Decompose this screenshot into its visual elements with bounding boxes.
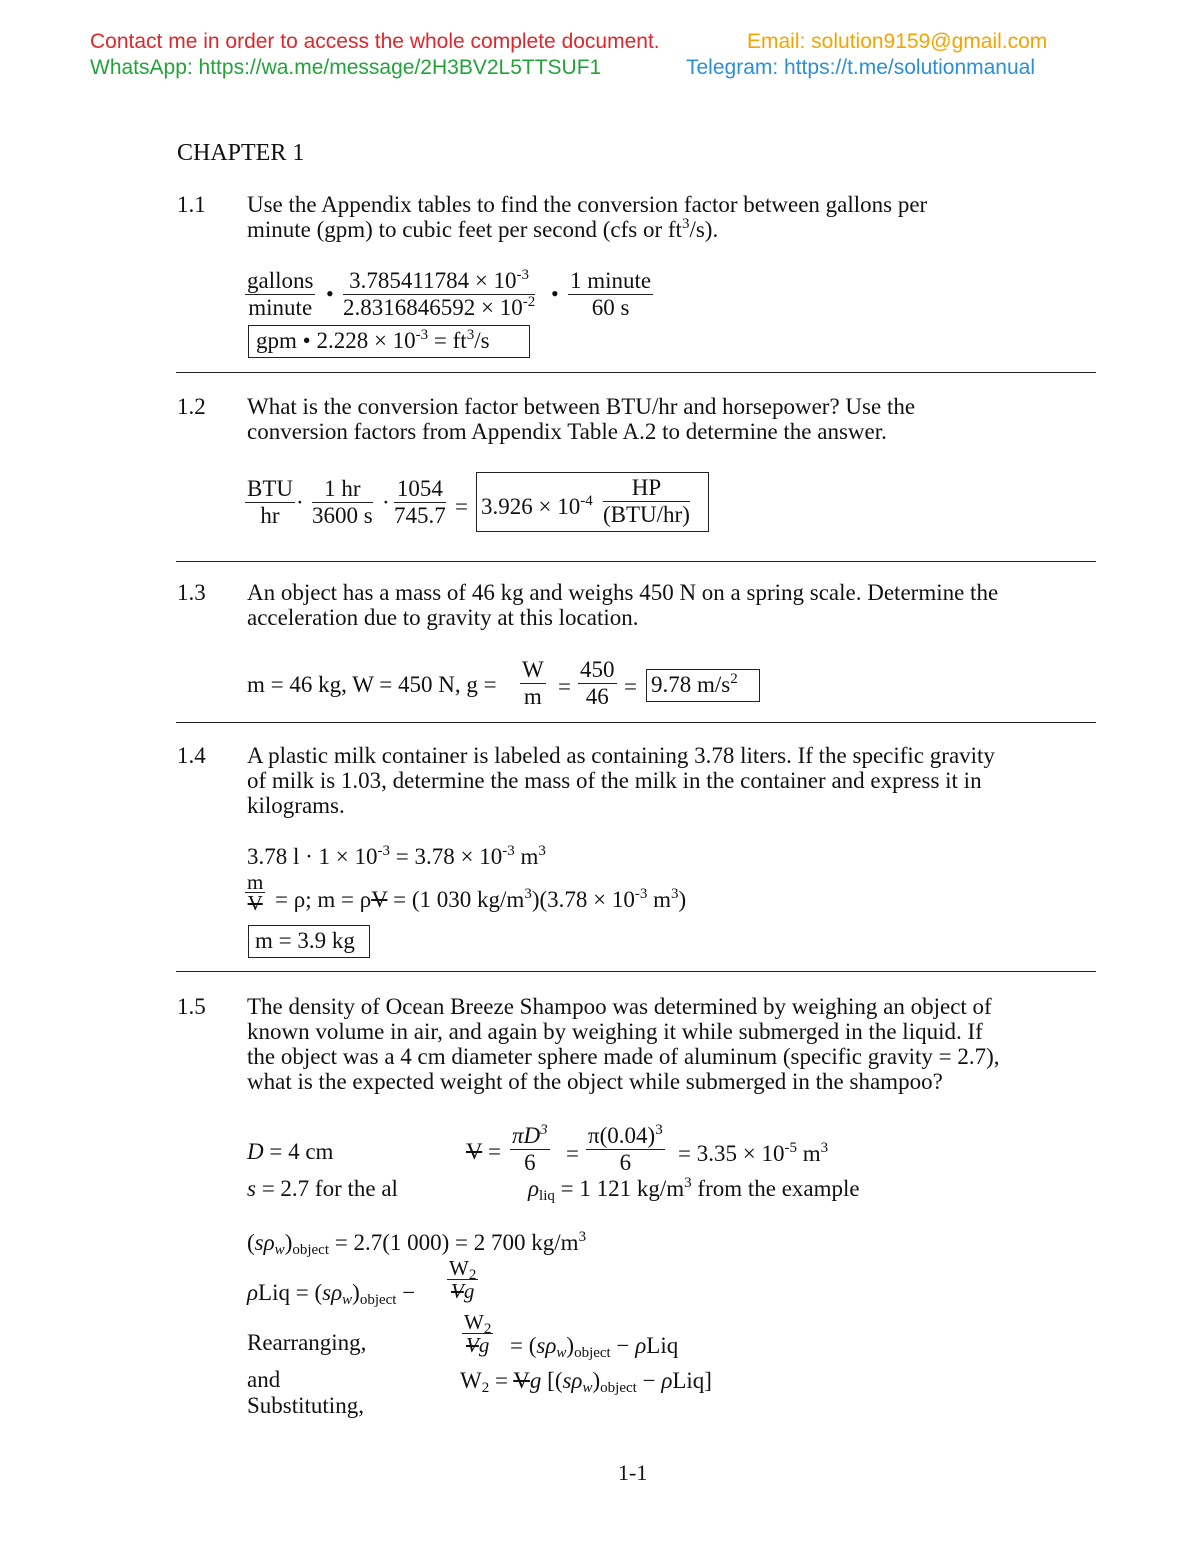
problem-number: 1.3 [177, 580, 206, 605]
bullet-operator: • [326, 281, 334, 306]
problem-number: 1.1 [177, 192, 206, 217]
fraction-volume-formula: $\frac{\pi D^3}{6}$ [512, 1122, 548, 1175]
volume-symbol: V = [466, 1139, 501, 1164]
equals-sign: = [455, 494, 468, 519]
problem-text: What is the conversion factor between BTU/hr and horsepower? Use the [247, 394, 916, 419]
fraction-w2-vg: $\frac{W_2}{Vg}$ [449, 1256, 477, 1303]
problem-text: Use the Appendix tables to find the conversion factor between gallons per [247, 192, 928, 217]
problem-text: minute (gpm) to cubic feet per second (cfs or $ft^3/s$). [247, 216, 719, 242]
fraction-450-46: $\frac{450}{46}$ [580, 657, 615, 709]
answer-unit-fraction: HP (BTU/hr) [603, 475, 690, 527]
problem-number: 1.4 [177, 743, 206, 768]
fraction-hr-seconds: $\frac{1 hr}{3600 s}$ [312, 476, 373, 528]
problem-number: 1.5 [177, 994, 206, 1019]
volume-result: = $3.35 \times 10^{-5}$ $m^3$ [678, 1140, 829, 1166]
substituting-label: Substituting, [247, 1393, 364, 1418]
given-values: m = 46 kg, W = 450 N, g = [247, 672, 497, 697]
given-specific-gravity: s = 2.7 for the al [247, 1176, 398, 1201]
given-diameter: D = 4 cm [247, 1139, 334, 1164]
divider [176, 561, 1096, 562]
whatsapp-link[interactable]: WhatsApp: https://wa.me/message/2H3BV2L5TTSUF1 [90, 56, 602, 79]
dot-operator: · [382, 490, 390, 515]
fraction-gallons-minute: gallons minute [247, 268, 314, 320]
problem-text: An object has a mass of 46 kg and weighs 450 N on a spring scale. Determine the [247, 580, 999, 605]
equation: = ρ; m = ρV = (1 030 $kg/m^3)(3.78 \times 10^{-3}$ $m^3$) [275, 886, 687, 912]
fraction-btu-hr: BTU hr [247, 476, 293, 528]
bullet-operator: • [551, 281, 559, 306]
rearranging-label: Rearranging, [247, 1330, 367, 1355]
and-label: and [247, 1367, 281, 1392]
answer-text: 9.78 $m/s^2$ [651, 671, 738, 697]
answer-text: gpm • $2.228 \times 10^{-3} = ft^3/s$ [256, 327, 490, 353]
fraction-volume-ratio: $\frac{3.785411784 \times 10^{-3}}{2.8316846592 \times 10^{-2}}$ [343, 267, 536, 320]
equation: 3.78 $l \cdot 1 \times 10^{-3} = 3.78 \times 10^{-3}$ $m^3$ [247, 843, 546, 869]
final-equation: $W_2 = Vg$ $[(s\rho_w)_{object} - \rho Liq]$ [460, 1368, 712, 1396]
problem-text: the object was a 4 cm diameter sphere made of aluminum (specific gravity = 2.7), [247, 1044, 1000, 1069]
equals-sign: = [558, 674, 571, 699]
problem-text: kilograms. [247, 793, 345, 818]
problem-text: what is the expected weight of the object while submerged in the shampoo? [247, 1069, 943, 1094]
fraction-volume-numeric: $\frac{\pi(0.04)^3}{6}$ [588, 1122, 663, 1175]
fraction-m-v: $\frac{m}{V}$ [247, 870, 264, 915]
problem-text: conversion factors from Appendix Table A.2 to determine the answer. [247, 419, 887, 444]
contact-notice: Contact me in order to access the whole complete document. [90, 30, 660, 53]
object-density: $(s\rho_w)_{object} = 2.7(1$ 000) = 2 700 $kg/m^3$ [247, 1229, 587, 1258]
liquid-density: $\rho_{liq} = 1$ 121 $kg/m^3$ from the example [528, 1175, 860, 1204]
answer-text: m = 3.9 kg [255, 928, 355, 953]
fraction-watts: $\frac{1054}{745.7}$ [394, 476, 446, 528]
fraction-w-m: $\frac{W}{m}$ [522, 657, 544, 709]
fraction-minute-seconds: 1 minute 60 s [570, 268, 652, 320]
divider [176, 971, 1096, 972]
divider [176, 372, 1096, 373]
chapter-title: CHAPTER 1 [177, 140, 305, 166]
email-link[interactable]: Email: solution9159@gmail.com [747, 30, 1048, 53]
problem-text: of milk is 1.03, determine the mass of the milk in the container and express it in [247, 768, 982, 793]
problem-text: known volume in air, and again by weighing it while submerged in the liquid. If [247, 1019, 983, 1044]
problem-number: 1.2 [177, 394, 206, 419]
dot-operator: · [296, 490, 304, 515]
problem-text: The density of Ocean Breeze Shampoo was determined by weighing an object of [247, 994, 992, 1019]
divider [176, 722, 1096, 723]
problem-text: acceleration due to gravity at this location. [247, 605, 639, 630]
density-equation: $\rho Liq = (s\rho_w)_{object}$ − [247, 1280, 416, 1308]
answer-value: $3.926 \times 10^{-4}$ [481, 493, 593, 519]
telegram-link[interactable]: Telegram: https://t.me/solutionmanual [686, 56, 1036, 79]
page-number: 1-1 [618, 1460, 648, 1485]
equals-sign: = [624, 674, 637, 699]
fraction-w2-vg: $\frac{W_2}{Vg}$ [464, 1310, 492, 1357]
rearranged-equation: = $(s\rho_w)_{object} - \rho Liq$ [510, 1333, 679, 1361]
problem-text: A plastic milk container is labeled as containing 3.78 liters. If the specific gravity [247, 743, 995, 768]
equals-sign: = [566, 1141, 579, 1166]
